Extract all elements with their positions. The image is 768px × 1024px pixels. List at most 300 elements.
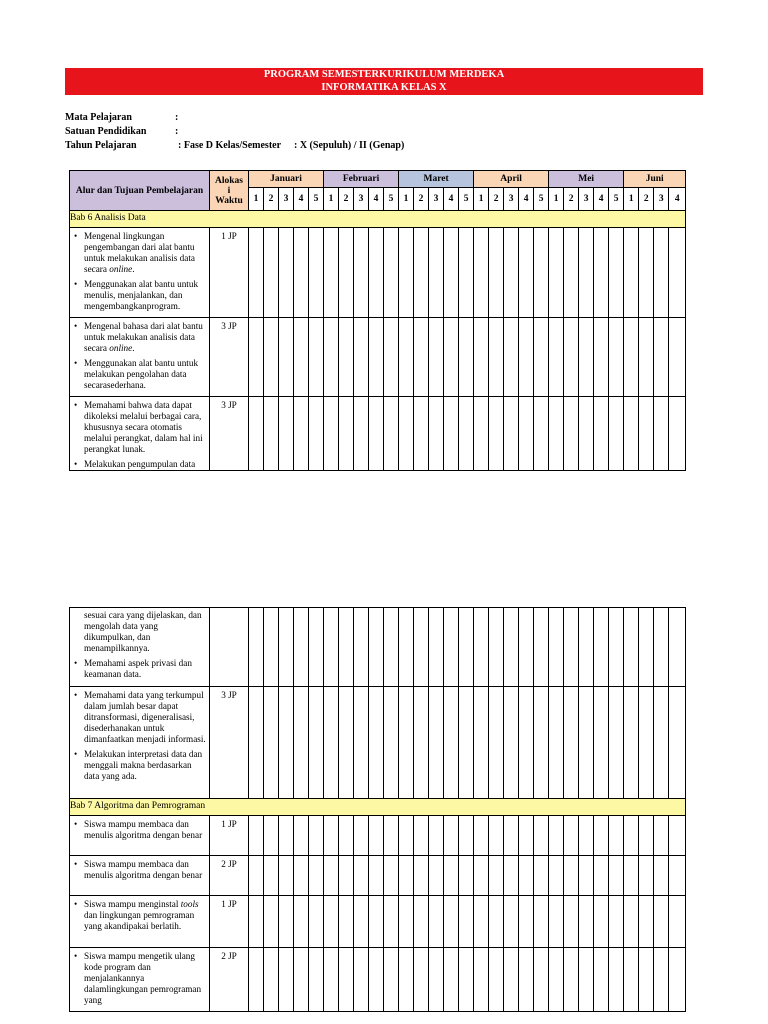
kelas-semester-value: : X (Sepuluh) / II (Genap)	[294, 140, 405, 151]
week-cell[interactable]	[459, 896, 474, 948]
week-cell[interactable]	[354, 318, 369, 397]
week-cell[interactable]	[549, 608, 564, 687]
week-cell[interactable]	[399, 228, 414, 318]
week-cell[interactable]	[474, 896, 489, 948]
week-cell[interactable]	[399, 687, 414, 799]
bab-7-title: Bab 7 Algoritma dan Pemrograman	[70, 799, 686, 816]
week-cell[interactable]	[594, 948, 609, 1012]
week-cell[interactable]	[564, 318, 579, 397]
week-cell[interactable]	[354, 397, 369, 471]
week-cell[interactable]	[324, 948, 339, 1012]
week-cell[interactable]	[354, 228, 369, 318]
week-cell[interactable]	[429, 856, 444, 896]
week-cell[interactable]	[249, 397, 264, 471]
week-cell[interactable]	[429, 948, 444, 1012]
week-cell[interactable]	[669, 816, 686, 856]
week-cell[interactable]	[519, 687, 534, 799]
week-cell[interactable]	[354, 687, 369, 799]
week-cell[interactable]	[504, 608, 519, 687]
week-cell[interactable]	[369, 948, 384, 1012]
week-cell[interactable]	[594, 856, 609, 896]
week-cell[interactable]	[384, 318, 399, 397]
week-cell[interactable]	[564, 608, 579, 687]
week-cell[interactable]	[579, 318, 594, 397]
week-cell[interactable]	[474, 816, 489, 856]
month-mei: Mei	[549, 171, 624, 188]
week-cell[interactable]	[309, 318, 324, 397]
week-cell[interactable]	[324, 397, 339, 471]
week-cell[interactable]	[459, 687, 474, 799]
week-cell[interactable]	[414, 318, 429, 397]
week-cell[interactable]	[654, 397, 669, 471]
week-cell[interactable]	[564, 816, 579, 856]
week-cell[interactable]	[624, 318, 639, 397]
week-cell[interactable]	[309, 816, 324, 856]
month-februari: Februari	[324, 171, 399, 188]
week-cell[interactable]	[609, 318, 624, 397]
week-cell[interactable]	[414, 816, 429, 856]
week-number: 2	[639, 188, 654, 211]
week-cell[interactable]	[279, 687, 294, 799]
week-cell[interactable]	[399, 608, 414, 687]
week-cell[interactable]	[624, 397, 639, 471]
week-cell[interactable]	[279, 896, 294, 948]
week-cell[interactable]	[564, 397, 579, 471]
week-cell[interactable]	[669, 608, 686, 687]
week-number: 5	[609, 188, 624, 211]
week-cell[interactable]	[264, 896, 279, 948]
week-cell[interactable]	[669, 896, 686, 948]
week-cell[interactable]	[279, 397, 294, 471]
week-cell[interactable]	[594, 228, 609, 318]
week-cell[interactable]	[624, 948, 639, 1012]
week-cell[interactable]	[294, 948, 309, 1012]
week-number: 2	[489, 188, 504, 211]
week-cell[interactable]	[654, 896, 669, 948]
month-maret: Maret	[399, 171, 474, 188]
week-cell[interactable]	[339, 896, 354, 948]
week-cell[interactable]	[399, 856, 414, 896]
table-row	[70, 608, 686, 687]
week-cell[interactable]	[594, 318, 609, 397]
week-cell[interactable]	[399, 318, 414, 397]
week-cell[interactable]	[369, 397, 384, 471]
week-cell[interactable]	[534, 856, 549, 896]
week-cell[interactable]	[249, 687, 264, 799]
week-cell[interactable]	[534, 608, 549, 687]
week-cell[interactable]	[474, 687, 489, 799]
week-cell[interactable]	[669, 687, 686, 799]
week-cell[interactable]	[369, 687, 384, 799]
week-cell[interactable]	[279, 318, 294, 397]
week-cell[interactable]	[519, 896, 534, 948]
week-cell[interactable]	[489, 687, 504, 799]
week-cell[interactable]	[489, 318, 504, 397]
week-cell[interactable]	[249, 856, 264, 896]
week-cell[interactable]	[399, 397, 414, 471]
week-cell[interactable]	[549, 397, 564, 471]
week-cell[interactable]	[594, 687, 609, 799]
week-cell[interactable]	[474, 608, 489, 687]
week-cell[interactable]	[639, 948, 654, 1012]
week-cell[interactable]	[579, 228, 594, 318]
week-cell[interactable]	[339, 397, 354, 471]
week-cell[interactable]	[429, 896, 444, 948]
week-cell[interactable]	[474, 856, 489, 896]
week-cell[interactable]	[564, 896, 579, 948]
week-cell[interactable]	[459, 318, 474, 397]
week-cell[interactable]	[519, 608, 534, 687]
jp-value: 2 JP	[210, 856, 249, 896]
week-cell[interactable]	[369, 816, 384, 856]
week-cell[interactable]	[384, 816, 399, 856]
week-cell[interactable]	[444, 397, 459, 471]
week-cell[interactable]	[519, 948, 534, 1012]
week-cell[interactable]	[654, 948, 669, 1012]
week-cell[interactable]	[654, 816, 669, 856]
week-cell[interactable]	[609, 948, 624, 1012]
week-cell[interactable]	[384, 228, 399, 318]
week-cell[interactable]	[384, 397, 399, 471]
week-cell[interactable]	[414, 896, 429, 948]
week-cell[interactable]	[564, 856, 579, 896]
week-cell[interactable]	[474, 228, 489, 318]
week-cell[interactable]	[339, 608, 354, 687]
week-cell[interactable]	[384, 687, 399, 799]
week-cell[interactable]	[654, 608, 669, 687]
week-cell[interactable]	[459, 228, 474, 318]
week-cell[interactable]	[429, 687, 444, 799]
week-cell[interactable]	[444, 318, 459, 397]
week-number: 1	[399, 188, 414, 211]
week-cell[interactable]	[414, 856, 429, 896]
week-cell[interactable]	[609, 856, 624, 896]
week-cell[interactable]	[504, 856, 519, 896]
week-cell[interactable]	[489, 816, 504, 856]
week-cell[interactable]	[654, 318, 669, 397]
week-cell[interactable]	[579, 816, 594, 856]
week-cell[interactable]	[624, 896, 639, 948]
week-cell[interactable]	[324, 608, 339, 687]
week-cell[interactable]	[534, 948, 549, 1012]
week-cell[interactable]	[414, 948, 429, 1012]
week-cell[interactable]	[294, 318, 309, 397]
week-cell[interactable]	[369, 318, 384, 397]
week-cell[interactable]	[264, 318, 279, 397]
week-cell[interactable]	[294, 608, 309, 687]
week-cell[interactable]	[414, 608, 429, 687]
week-cell[interactable]	[354, 896, 369, 948]
week-cell[interactable]	[294, 816, 309, 856]
week-cell[interactable]	[639, 608, 654, 687]
week-cell[interactable]	[384, 856, 399, 896]
week-number: 1	[549, 188, 564, 211]
week-cell[interactable]	[564, 948, 579, 1012]
week-cell[interactable]	[294, 856, 309, 896]
week-cell[interactable]	[249, 318, 264, 397]
week-cell[interactable]	[519, 228, 534, 318]
month-januari: Januari	[249, 171, 324, 188]
week-cell[interactable]	[669, 856, 686, 896]
week-cell[interactable]	[459, 856, 474, 896]
week-cell[interactable]	[609, 896, 624, 948]
week-cell[interactable]	[264, 608, 279, 687]
week-cell[interactable]	[579, 687, 594, 799]
week-cell[interactable]	[669, 228, 686, 318]
title-banner	[65, 68, 703, 95]
week-cell[interactable]	[489, 228, 504, 318]
week-cell[interactable]	[399, 896, 414, 948]
week-cell[interactable]	[294, 896, 309, 948]
week-cell[interactable]	[489, 397, 504, 471]
week-cell[interactable]	[429, 397, 444, 471]
week-cell[interactable]	[264, 816, 279, 856]
week-cell[interactable]	[444, 608, 459, 687]
week-cell[interactable]	[594, 896, 609, 948]
week-cell[interactable]	[639, 397, 654, 471]
week-cell[interactable]	[594, 608, 609, 687]
week-cell[interactable]	[489, 948, 504, 1012]
week-cell[interactable]	[294, 687, 309, 799]
week-cell[interactable]	[444, 228, 459, 318]
week-cell[interactable]	[519, 318, 534, 397]
week-cell[interactable]	[549, 816, 564, 856]
week-cell[interactable]	[279, 816, 294, 856]
week-cell[interactable]	[489, 608, 504, 687]
objective-text: • Memahami bahwa data dapat dikoleksi melalui berbagai cara, khususnya secara otomatis melalui perangkat, dalam hal ini perangkat lunak.	[84, 400, 208, 455]
week-number: 1	[624, 188, 639, 211]
week-cell[interactable]	[354, 608, 369, 687]
week-cell[interactable]	[639, 816, 654, 856]
week-cell[interactable]	[324, 228, 339, 318]
week-cell[interactable]	[384, 608, 399, 687]
week-cell[interactable]	[609, 687, 624, 799]
week-cell[interactable]	[609, 608, 624, 687]
month-april: April	[474, 171, 549, 188]
week-cell[interactable]	[354, 816, 369, 856]
week-cell[interactable]	[534, 228, 549, 318]
week-cell[interactable]	[264, 687, 279, 799]
week-cell[interactable]	[429, 608, 444, 687]
week-cell[interactable]	[459, 397, 474, 471]
week-cell[interactable]	[489, 896, 504, 948]
week-cell[interactable]	[429, 318, 444, 397]
week-cell[interactable]	[579, 397, 594, 471]
week-cell[interactable]	[504, 896, 519, 948]
week-cell[interactable]	[594, 816, 609, 856]
week-cell[interactable]	[279, 608, 294, 687]
week-cell[interactable]	[309, 608, 324, 687]
week-cell[interactable]	[519, 816, 534, 856]
week-cell[interactable]	[549, 687, 564, 799]
week-cell[interactable]	[549, 896, 564, 948]
week-cell[interactable]	[414, 397, 429, 471]
jp-value: 1 JP	[210, 816, 249, 856]
week-cell[interactable]	[654, 856, 669, 896]
week-cell[interactable]	[579, 896, 594, 948]
week-cell[interactable]	[339, 687, 354, 799]
week-cell[interactable]	[624, 816, 639, 856]
week-cell[interactable]	[294, 397, 309, 471]
week-cell[interactable]	[324, 318, 339, 397]
week-cell[interactable]	[309, 896, 324, 948]
week-cell[interactable]	[339, 816, 354, 856]
bab-6-title: Bab 6 Analisis Data	[70, 211, 686, 228]
week-cell[interactable]	[669, 397, 686, 471]
week-cell[interactable]	[504, 397, 519, 471]
week-cell[interactable]	[654, 228, 669, 318]
week-cell[interactable]	[384, 948, 399, 1012]
week-cell[interactable]	[624, 856, 639, 896]
week-cell[interactable]	[459, 948, 474, 1012]
week-cell[interactable]	[369, 896, 384, 948]
month-juni: Juni	[624, 171, 686, 188]
week-cell[interactable]	[444, 816, 459, 856]
week-cell[interactable]	[549, 948, 564, 1012]
week-cell[interactable]	[249, 948, 264, 1012]
week-cell[interactable]	[339, 948, 354, 1012]
week-cell[interactable]	[429, 816, 444, 856]
jp-value: 3 JP	[210, 318, 249, 397]
week-cell[interactable]	[519, 856, 534, 896]
week-cell[interactable]	[504, 687, 519, 799]
jp-value: 2 JP	[210, 948, 249, 1012]
week-cell[interactable]	[669, 948, 686, 1012]
title-line-1: PROGRAM SEMESTERKURIKULUM MERDEKA	[263, 69, 505, 80]
week-cell[interactable]	[369, 228, 384, 318]
week-cell[interactable]	[549, 856, 564, 896]
week-cell[interactable]	[669, 318, 686, 397]
week-cell[interactable]	[639, 687, 654, 799]
week-cell[interactable]	[264, 397, 279, 471]
week-cell[interactable]	[354, 948, 369, 1012]
week-cell[interactable]	[309, 948, 324, 1012]
week-cell[interactable]	[504, 228, 519, 318]
week-cell[interactable]	[264, 856, 279, 896]
week-cell[interactable]	[324, 856, 339, 896]
week-cell[interactable]	[504, 318, 519, 397]
jp-value: 3 JP	[210, 397, 249, 471]
week-number: 3	[654, 188, 669, 211]
fase-text: : Fase D Kelas/Semester	[178, 140, 282, 151]
table-row	[70, 687, 686, 799]
week-cell[interactable]	[534, 318, 549, 397]
week-cell[interactable]	[414, 228, 429, 318]
week-cell[interactable]	[594, 397, 609, 471]
week-cell[interactable]	[249, 608, 264, 687]
week-cell[interactable]	[534, 687, 549, 799]
week-cell[interactable]	[504, 816, 519, 856]
objective-text: • Siswa mampu menginstal tools dan lingkungan pemrograman yang akandipakai berlatih.	[84, 899, 208, 932]
week-cell[interactable]	[474, 948, 489, 1012]
week-cell[interactable]	[324, 896, 339, 948]
week-cell[interactable]	[639, 896, 654, 948]
week-cell[interactable]	[639, 318, 654, 397]
week-cell[interactable]	[459, 608, 474, 687]
week-cell[interactable]	[579, 856, 594, 896]
week-cell[interactable]	[369, 856, 384, 896]
week-cell[interactable]	[579, 608, 594, 687]
week-cell[interactable]	[384, 896, 399, 948]
week-cell[interactable]	[624, 608, 639, 687]
week-cell[interactable]	[519, 397, 534, 471]
week-cell[interactable]	[609, 397, 624, 471]
week-cell[interactable]	[414, 687, 429, 799]
week-cell[interactable]	[294, 228, 309, 318]
week-cell[interactable]	[339, 318, 354, 397]
week-cell[interactable]	[639, 856, 654, 896]
week-number: 2	[414, 188, 429, 211]
week-cell[interactable]	[534, 397, 549, 471]
week-cell[interactable]	[309, 397, 324, 471]
week-cell[interactable]	[549, 318, 564, 397]
week-cell[interactable]	[249, 816, 264, 856]
table-row	[70, 856, 686, 896]
week-cell[interactable]	[354, 856, 369, 896]
week-cell[interactable]	[249, 228, 264, 318]
week-cell[interactable]	[309, 687, 324, 799]
week-cell[interactable]	[399, 816, 414, 856]
week-cell[interactable]	[579, 948, 594, 1012]
week-cell[interactable]	[279, 856, 294, 896]
week-cell[interactable]	[309, 228, 324, 318]
week-cell[interactable]	[639, 228, 654, 318]
week-cell[interactable]	[279, 228, 294, 318]
week-cell[interactable]	[264, 948, 279, 1012]
week-cell[interactable]	[399, 948, 414, 1012]
week-cell[interactable]	[444, 948, 459, 1012]
objective-text: • Mengenal lingkungan pengembangan dari alat bantu untuk melakukan analisis data secara online.	[84, 231, 208, 275]
week-cell[interactable]	[504, 948, 519, 1012]
week-cell[interactable]	[324, 816, 339, 856]
week-cell[interactable]	[564, 228, 579, 318]
week-cell[interactable]	[609, 228, 624, 318]
week-cell[interactable]	[549, 228, 564, 318]
week-number: 5	[534, 188, 549, 211]
week-cell[interactable]	[624, 228, 639, 318]
objective-text: • Menggunakan alat bantu untuk menulis, menjalankan, dan mengembangkanprogram.	[84, 279, 208, 312]
week-cell[interactable]	[534, 816, 549, 856]
week-cell[interactable]	[369, 608, 384, 687]
week-cell[interactable]	[264, 228, 279, 318]
week-cell[interactable]	[474, 397, 489, 471]
week-cell[interactable]	[474, 318, 489, 397]
week-number: 5	[459, 188, 474, 211]
week-cell[interactable]	[249, 896, 264, 948]
jp-value: 3 JP	[210, 687, 249, 799]
week-cell[interactable]	[429, 228, 444, 318]
objective-text: • Melakukan pengumpulan data	[84, 459, 208, 470]
week-cell[interactable]	[609, 816, 624, 856]
week-cell[interactable]	[309, 856, 324, 896]
table-row	[70, 896, 686, 948]
week-number: 4	[519, 188, 534, 211]
week-cell[interactable]	[654, 687, 669, 799]
week-cell[interactable]	[339, 856, 354, 896]
week-cell[interactable]	[444, 687, 459, 799]
week-cell[interactable]	[279, 948, 294, 1012]
week-cell[interactable]	[624, 687, 639, 799]
week-cell[interactable]	[489, 856, 504, 896]
week-cell[interactable]	[339, 228, 354, 318]
table-row	[70, 228, 686, 318]
week-cell[interactable]	[444, 896, 459, 948]
week-cell[interactable]	[444, 856, 459, 896]
week-cell[interactable]	[564, 687, 579, 799]
week-cell[interactable]	[459, 816, 474, 856]
week-cell[interactable]	[534, 896, 549, 948]
week-cell[interactable]	[324, 687, 339, 799]
